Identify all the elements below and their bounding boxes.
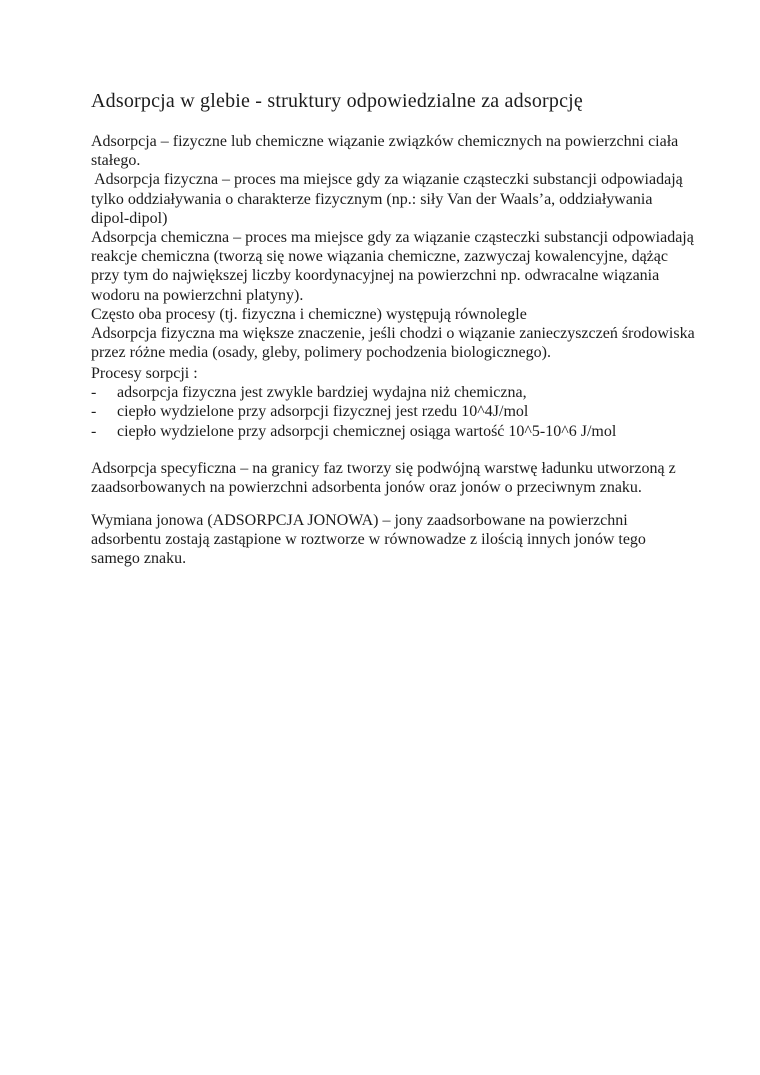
text-line: przy tym do największej liczby koordynacyjnej na powierzchni np. odwracalne wiązania bbox=[91, 267, 660, 285]
paragraph-ion-exchange bbox=[91, 511, 646, 569]
sorption-list-header: Procesy sorpcji : bbox=[91, 365, 198, 382]
list-item bbox=[91, 383, 616, 402]
list-item bbox=[91, 402, 616, 421]
text-line: Adsorpcja fizyczna ma większe znaczenie, jeśli chodzi o wiązanie zanieczyszczeń środowiska bbox=[91, 325, 695, 343]
text-line: dipol-dipol) bbox=[91, 209, 168, 227]
text-line: stałego. bbox=[91, 152, 141, 170]
text-line: Adsorpcja fizyczna – proces ma miejsce gdy za wiązanie cząsteczki substancji odpowiadają bbox=[91, 171, 683, 189]
text-line: reakcje chemiczna (tworzą się nowe wiązania chemiczne, zazwyczaj kowalencyjne, dążąc bbox=[91, 248, 668, 266]
text-line: przez różne media (osady, gleby, polimery pochodzenia biologicznego). bbox=[91, 344, 551, 362]
bullet-dash: - bbox=[91, 384, 97, 402]
text-line: Adsorpcja – fizyczne lub chemiczne wiązanie związków chemicznych na powierzchni ciała bbox=[91, 133, 679, 150]
sorption-processes-section bbox=[91, 364, 616, 441]
text-line: Często oba procesy (tj. fizyczna i chemiczne) występują równolegle bbox=[91, 305, 527, 323]
text-line: Adsorpcja specyficzna – na granicy faz tworzy się podwójną warstwę ładunku utworzoną z bbox=[91, 460, 676, 477]
paragraph-adsorption-definitions bbox=[91, 132, 695, 362]
bullet-dash: - bbox=[91, 422, 97, 440]
text-line: zaadsorbowanych na powierzchni adsorbenta jonów oraz jonów o przeciwnym znaku. bbox=[91, 479, 642, 497]
list-item-text: ciepło wydzielone przy adsorpcji chemicznej osiąga wartość 10^5-10^6 J/mol bbox=[117, 422, 617, 440]
text-line: wodoru na powierzchni platyny). bbox=[91, 286, 304, 304]
list-item bbox=[91, 422, 616, 441]
paragraph-specific-adsorption bbox=[91, 459, 676, 497]
list-item-text: ciepło wydzielone przy adsorpcji fizycznej jest rzedu 10^4J/mol bbox=[117, 403, 529, 421]
bullet-dash: - bbox=[91, 403, 97, 421]
document-title: Adsorpcja w glebie - struktury odpowiedzialne za adsorpcję bbox=[91, 90, 583, 112]
text-line: adsorbentu zostają zastąpione w roztworze w równowadze z ilością innych jonów tego bbox=[91, 531, 646, 549]
text-line: Wymiana jonowa (ADSORPCJA JONOWA) – jony zaadsorbowane na powierzchni bbox=[91, 512, 628, 529]
list-item-text: adsorpcja fizyczna jest zwykle bardziej wydajna niż chemiczna, bbox=[117, 384, 527, 402]
text-line: samego znaku. bbox=[91, 550, 187, 568]
text-line: tylko oddziaływania o charakterze fizycznym (np.: siły Van der Waals’a, oddziaływania bbox=[91, 190, 653, 208]
text-line: Adsorpcja chemiczna – proces ma miejsce gdy za wiązanie cząsteczki substancji odpowiadają bbox=[91, 229, 694, 247]
